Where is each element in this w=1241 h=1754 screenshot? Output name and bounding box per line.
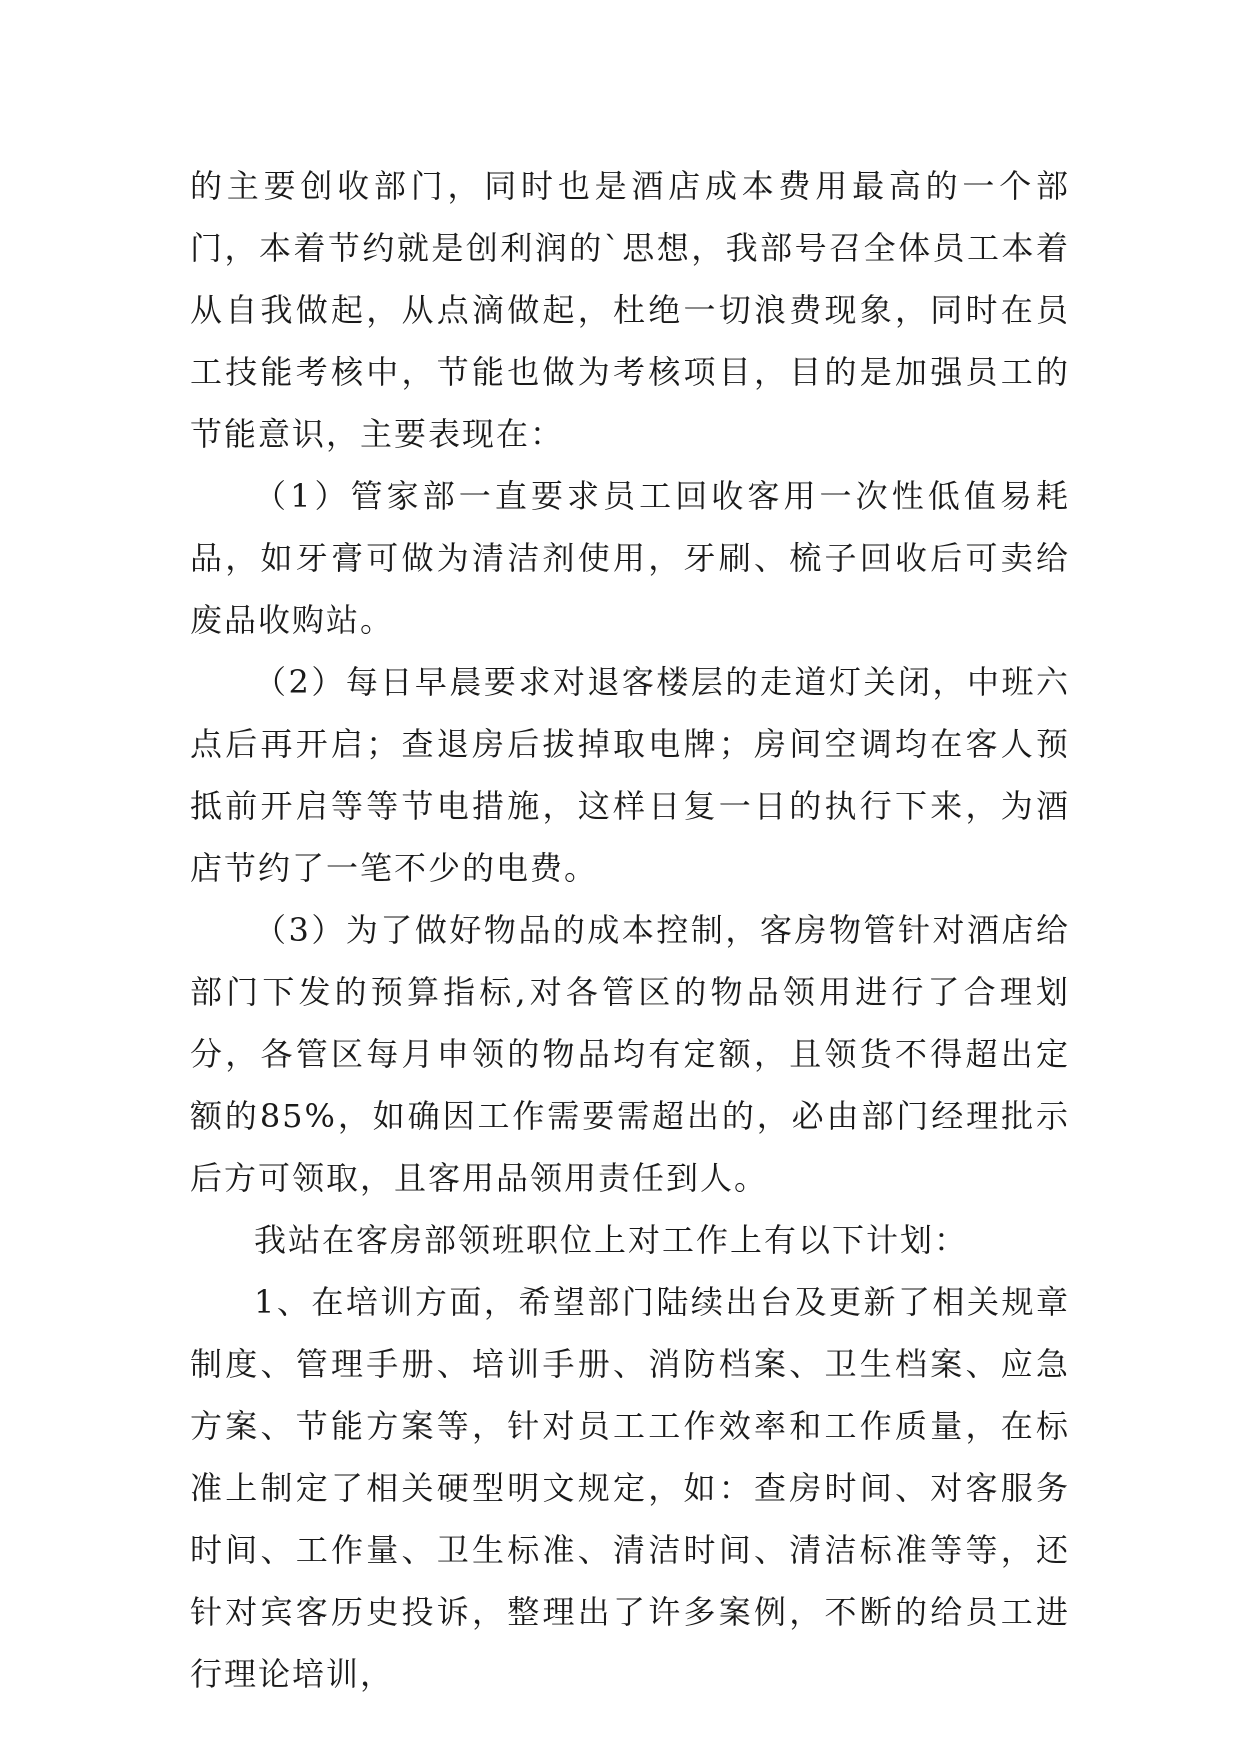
paragraph-item-3: （3）为了做好物品的成本控制，客房物管针对酒店给部门下发的预算指标,对各管区的物品领用进行了合理划分，各管区每月申领的物品均有定额，且领货不得超出定额的85%，如确因工作需要需超出的，必由部门经理批示后方可领取，且客用品领用责任到人。 (190, 911, 1070, 1197)
paragraph-intro: 的主要创收部门，同时也是酒店成本费用最高的一个部门，本着节约就是创利润的`思想，我部号召全体员工本着从自我做起，从点滴做起，杜绝一切浪费现象，同时在员工技能考核中，节能也做为考核项目，目的是加强员工的节能意识，主要表现在： (190, 167, 1070, 453)
paragraph-plan-1: 1、在培训方面，希望部门陆续出台及更新了相关规章制度、管理手册、培训手册、消防档案、卫生档案、应急方案、节能方案等，针对员工工作效率和工作质量，在标准上制定了相关硬型明文规定，如：查房时间、对客服务时间、工作量、卫生标准、清洁时间、清洁标准等等，还针对宾客历史投诉，整理出了许多案例，不断的给员工进行理论培训， (190, 1283, 1070, 1693)
document-body (190, 155, 1070, 1705)
paragraph-item-2: （2）每日早晨要求对退客楼层的走道灯关闭，中班六点后再开启；查退房后拔掉取电牌；房间空调均在客人预抵前开启等等节电措施，这样日复一日的执行下来，为酒店节约了一笔不少的电费。 (190, 663, 1070, 887)
paragraph-item-1: （1）管家部一直要求员工回收客用一次性低值易耗品，如牙膏可做为清洁剂使用，牙刷、梳子回收后可卖给废品收购站。 (190, 477, 1070, 639)
paragraph-plan-intro: 我站在客房部领班职位上对工作上有以下计划： (254, 1221, 969, 1259)
